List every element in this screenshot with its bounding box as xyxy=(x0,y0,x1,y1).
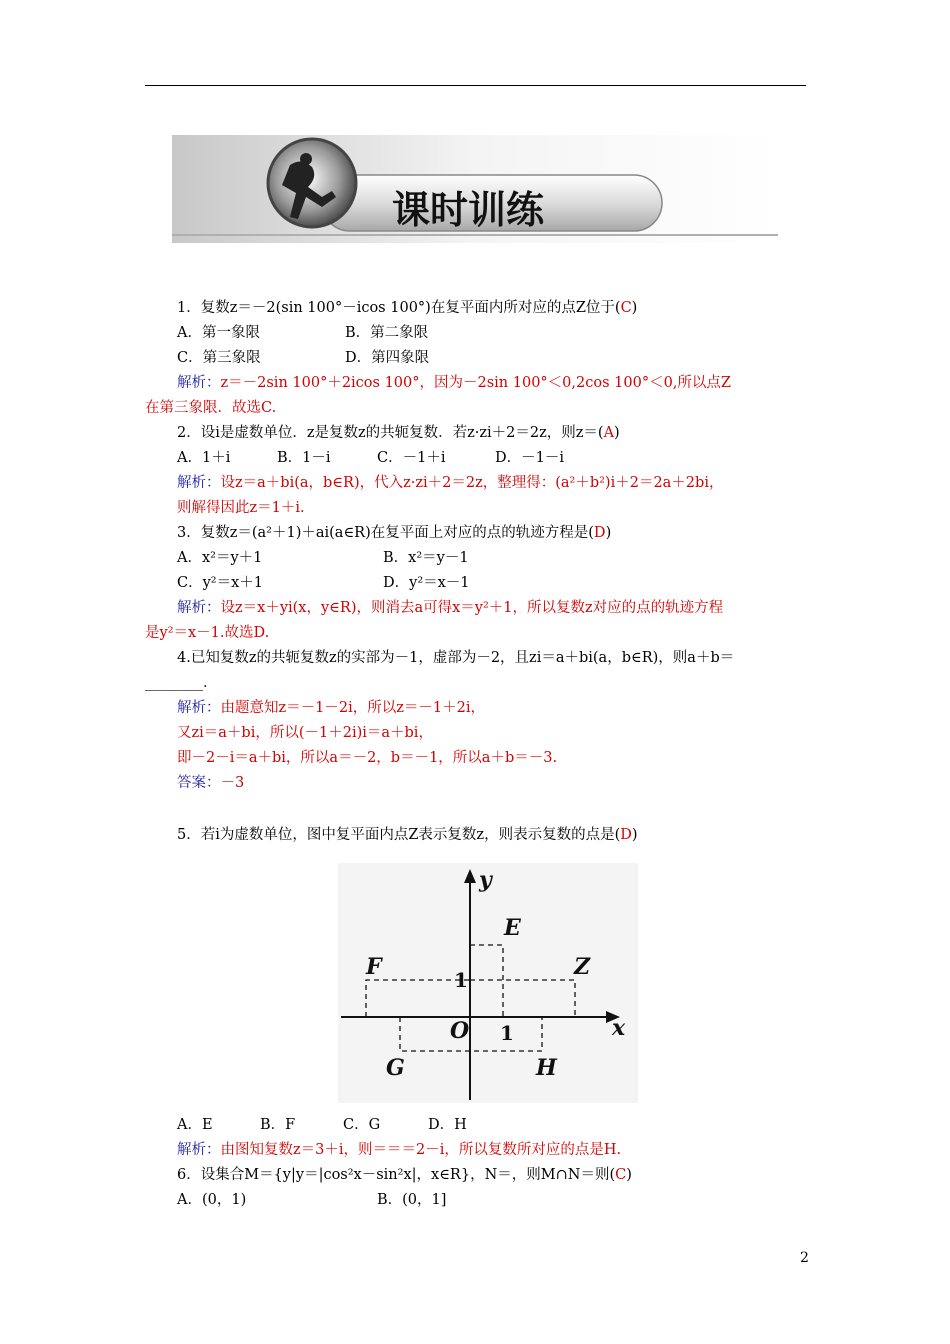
q3-option-a: A．x²＝y＋1 xyxy=(177,550,263,566)
q2-answer: A xyxy=(603,425,615,441)
y-one-tick-label: 1 xyxy=(454,968,468,992)
q5-answer: D xyxy=(620,827,632,843)
q3-answer: D xyxy=(593,525,606,541)
q5-option-d: D．H xyxy=(428,1117,467,1133)
q3-analysis-line1: 解析：设z＝x＋yi(x，y∈R)，则消去a可得x＝y²＋1，所以复数z对应的点的轨迹方程 xyxy=(177,600,724,616)
complex-plane-svg xyxy=(338,863,638,1103)
q1-option-d: D．第四象限 xyxy=(345,350,430,366)
q4-answer: 答案：－3 xyxy=(177,775,245,791)
point-f-label: F xyxy=(366,954,382,980)
x-one-tick-label: 1 xyxy=(500,1021,514,1045)
q5-option-b: B．F xyxy=(260,1117,296,1133)
point-h-label: H xyxy=(536,1055,557,1081)
q2-option-d: D．－1－i xyxy=(495,450,564,466)
banner-title: 课时训练 xyxy=(392,187,545,232)
q5-option-c: C．G xyxy=(343,1117,381,1133)
q3-option-c: C．y²＝x＋1 xyxy=(177,575,264,591)
q3-analysis-line2: 是y²＝x－1.故选D. xyxy=(145,625,270,641)
y-axis-label: y xyxy=(479,867,492,893)
q2-option-b: B．1－i xyxy=(277,450,331,466)
q5-analysis-line1: 解析：由图知复数z＝3＋i，则＝＝＝2－i，所以复数所对应的点是H. xyxy=(177,1142,622,1158)
section-banner xyxy=(172,135,778,243)
q4-stem-line2: ________． xyxy=(145,675,218,691)
q2-analysis-line1: 解析：设z＝a＋bi(a，b∈R)，代入z·zi＋2＝2z，整理得：(a²＋b²)i＋2＝2a＋2bi， xyxy=(177,475,724,491)
q6-option-b: B．(0，1] xyxy=(377,1192,447,1208)
q2-option-c: C．－1＋i xyxy=(377,450,446,466)
origin-label: O xyxy=(450,1018,470,1044)
q3-option-d: D．y²＝x－1 xyxy=(383,575,470,591)
header-rule xyxy=(145,85,806,86)
page-number: 2 xyxy=(800,1250,809,1266)
banner-graphic xyxy=(172,135,778,243)
point-z-label: Z xyxy=(574,954,591,980)
q6-stem: 6．设集合M＝{y|y＝|cos²x－sin²x|，x∈R}，N＝，则M∩N＝则(C) xyxy=(177,1167,632,1183)
q5-stem: 5．若i为虚数单位，图中复平面内点Z表示复数z，则表示复数的点是(D) xyxy=(177,827,638,843)
q4-analysis-line1: 解析：由题意知z＝－1－2i，所以z＝－1＋2i， xyxy=(177,700,485,716)
q3-option-b: B．x²＝y－1 xyxy=(383,550,469,566)
q4-stem-line1: 4.已知复数z的共轭复数z的实部为－1，虚部为－2，且zi＝a＋bi(a，b∈R)，则a＋b＝ xyxy=(177,650,735,666)
q4-analysis-line3: 即－2－i＝a＋bi，所以a＝－2，b＝－1，所以a＋b＝－3. xyxy=(177,750,558,766)
q1-stem: 1．复数z＝－2(sin 100°－icos 100°)在复平面内所对应的点Z位于(C) xyxy=(177,300,638,316)
point-e-label: E xyxy=(504,915,521,941)
q1-analysis-line1: 解析：z＝－2sin 100°＋2icos 100°，因为－2sin 100°＜0,2cos 100°＜0,所以点Z xyxy=(177,375,731,391)
complex-plane-figure xyxy=(338,863,638,1103)
q1-option-a: A．第一象限 xyxy=(177,325,260,341)
q5-option-a: A．E xyxy=(177,1117,213,1133)
point-g-label: G xyxy=(386,1055,405,1081)
q2-analysis-line2: 则解得因此z＝1＋i. xyxy=(177,500,305,516)
q1-answer: C xyxy=(620,300,632,316)
q3-stem: 3．复数z＝(a²＋1)＋ai(a∈R)在复平面上对应的点的轨迹方程是(D) xyxy=(177,525,612,541)
q6-option-a: A．(0，1) xyxy=(177,1192,247,1208)
q1-analysis-line2: 在第三象限．故选C. xyxy=(145,400,277,416)
q2-option-a: A．1＋i xyxy=(177,450,231,466)
q1-option-c: C．第三象限 xyxy=(177,350,261,366)
q2-stem: 2．设i是虚数单位．z是复数z的共轭复数．若z·zi＋2＝2z，则z＝(A) xyxy=(177,425,620,441)
q4-analysis-line2: 又zi＝a＋bi，所以(－1＋2i)i＝a＋bi， xyxy=(177,725,433,741)
q1-option-b: B．第二象限 xyxy=(345,325,429,341)
q6-answer: C xyxy=(615,1167,627,1183)
x-axis-label: x xyxy=(612,1015,626,1041)
